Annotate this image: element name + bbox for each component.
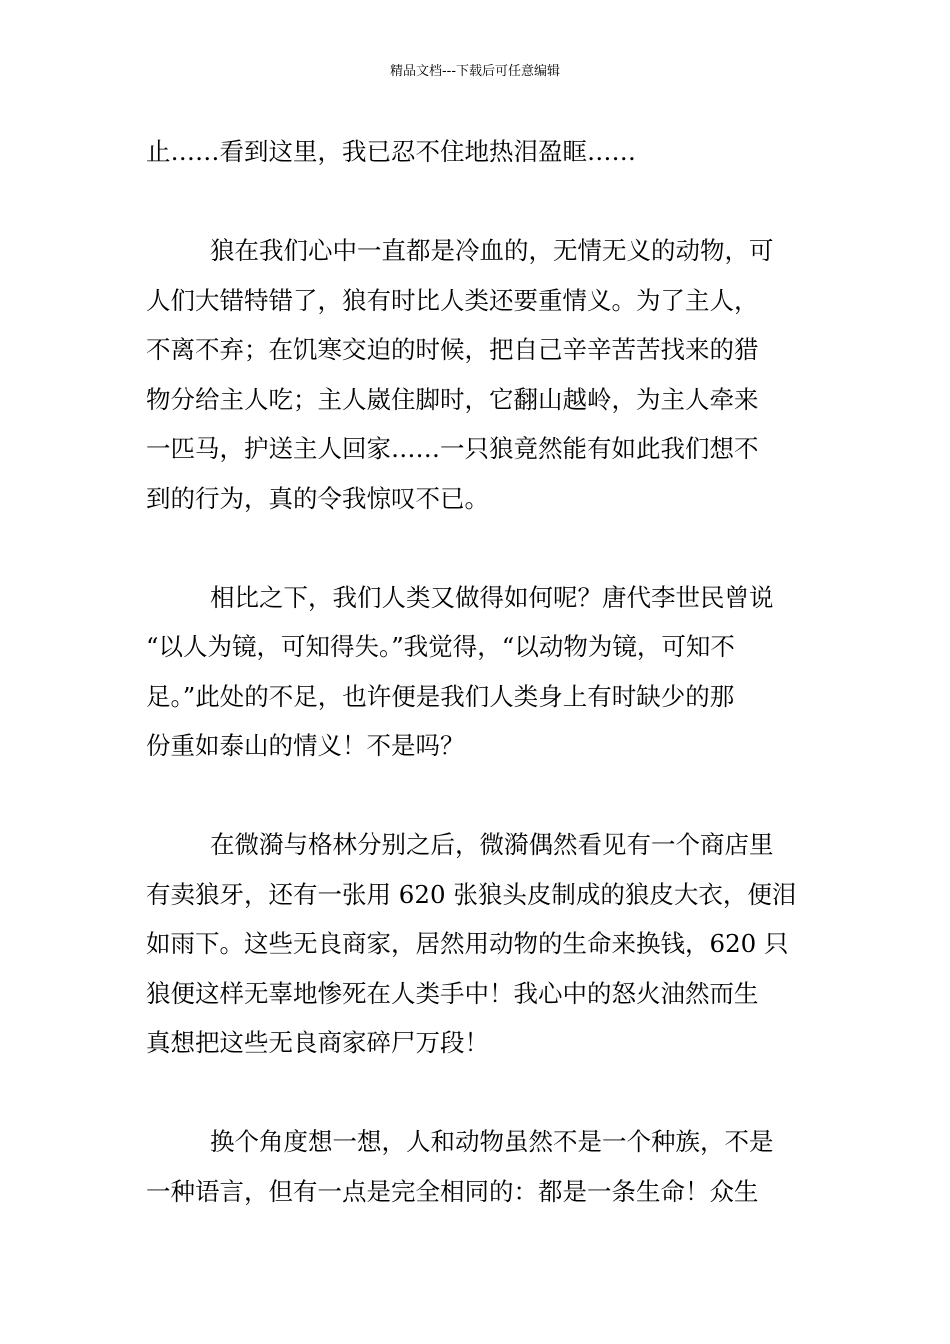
text-line: 相比之下，我们人类又做得如何呢？唐代李世民曾说	[210, 582, 774, 612]
document-body	[146, 127, 810, 1216]
text-line: 真想把这些无良商家碎尸万段！	[146, 1028, 489, 1057]
text-line: 止……看到这里，我已忍不住地热泪盈眶……	[146, 137, 636, 166]
text-line: 人们大错特错了，狼有时比人类还要重情义。为了主人，	[146, 285, 759, 315]
paragraph-comparison	[146, 573, 810, 771]
text-line: 狼在我们心中一直都是冷血的，无情无义的动物，可	[210, 236, 774, 265]
text-line: 不离不弃；在饥寒交迫的时候，把自己辛辛苦苦找来的猎	[146, 335, 759, 364]
text-line: 到的行为，真的令我惊叹不已。	[146, 483, 489, 513]
paragraph-gap	[146, 177, 810, 227]
text-line: 足。”此处的不足，也许便是我们人类身上有时缺少的那	[146, 681, 735, 711]
text-line: 有卖狼牙，还有一张用 620 张狼头皮制成的狼皮大衣，便泪	[146, 879, 797, 909]
text-line: 狼便这样无辜地惨死在人类手中！我心中的怒火油然而生	[146, 978, 759, 1008]
paragraph-gap	[146, 523, 810, 573]
text-line: 如雨下。这些无良商家，居然用动物的生命来换钱，620 只	[146, 929, 789, 958]
page-header: 精品文档---下载后可任意编辑	[389, 64, 561, 79]
paragraph-continuation	[146, 127, 810, 177]
text-line: 物分给主人吃；主人崴住脚时，它翻山越岭，为主人牵来	[146, 384, 759, 414]
paragraph-gap	[146, 1068, 810, 1118]
text-line: 在微漪与格林分别之后，微漪偶然看见有一个商店里	[210, 830, 774, 859]
text-line: “以人为镜，可知得失。”我觉得，“以动物为镜，可知不	[146, 632, 735, 661]
text-line: 一种语言，但有一点是完全相同的：都是一条生命！众生	[146, 1176, 759, 1206]
paragraph-wolf-coat	[146, 820, 810, 1068]
paragraph-gap	[146, 771, 810, 821]
text-line: 份重如泰山的情义！不是吗？	[146, 731, 465, 760]
paragraph-perspective	[146, 1117, 810, 1216]
paragraph-wolf-loyalty	[146, 226, 810, 523]
text-line: 一匹马，护送主人回家……一只狼竟然能有如此我们想不	[146, 434, 759, 463]
text-line: 换个角度想一想，人和动物虽然不是一个种族，不是	[210, 1127, 774, 1156]
